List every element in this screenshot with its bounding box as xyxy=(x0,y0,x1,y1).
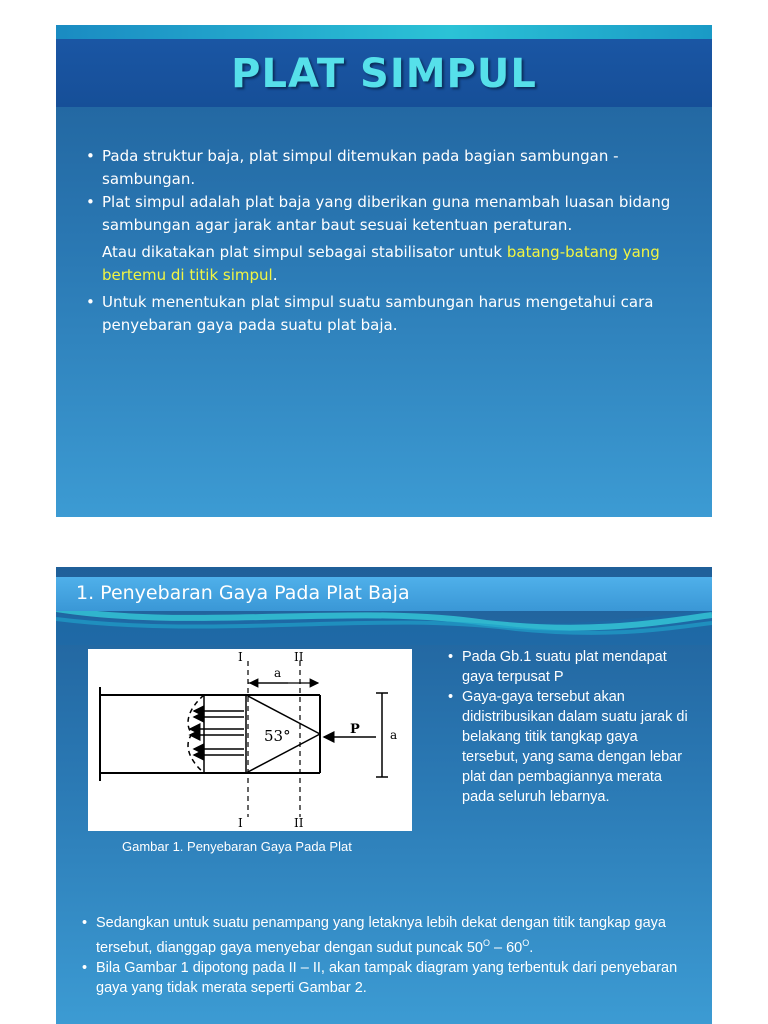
bullet-text: Sedangkan untuk suatu penampang yang letaknya lebih dekat dengan titik tangkap gaya tersebut, dianggap gaya menyebar dengan sudut puncak 50 xyxy=(96,915,666,956)
bullet-item xyxy=(86,191,686,237)
bullet-item xyxy=(82,913,692,958)
slide-plat-simpul xyxy=(56,25,712,517)
force-distribution-diagram xyxy=(88,649,412,831)
bullet-text-end: . xyxy=(529,939,534,956)
bullet-dot: • xyxy=(86,293,95,311)
label-force-P: P xyxy=(350,722,360,737)
bullet-item xyxy=(82,958,692,998)
label-section-I-bottom: I xyxy=(238,816,243,830)
bullet-text: Pada Gb.1 suatu plat mendapat gaya terpusat P xyxy=(462,649,667,685)
figure-caption: Gambar 1. Penyebaran Gaya Pada Plat xyxy=(122,839,352,854)
bullet-text: Untuk menentukan plat simpul suatu sambungan harus mengetahui cara penyebaran gaya pada suatu plat baja. xyxy=(102,293,654,334)
label-angle: 53° xyxy=(264,727,291,745)
bullet-text: Bila Gambar 1 dipotong pada II – II, akan tampak diagram yang terbentuk dari penyebaran gaya yang tidak merata seperti Gambar 2. xyxy=(96,959,678,996)
label-dimension-a-side: a xyxy=(390,728,398,742)
header-wave-decoration xyxy=(56,605,712,645)
degree-sup: O xyxy=(522,938,530,948)
label-dimension-a-top: a xyxy=(274,666,282,680)
bullet-text-mid: – 60 xyxy=(489,939,523,956)
paragraph-text: Atau dikatakan plat simpul sebagai stabilisator untuk xyxy=(102,243,507,261)
slide-title: 1. Penyebaran Gaya Pada Plat Baja xyxy=(76,582,410,604)
label-section-II-top: II xyxy=(294,650,304,664)
bullet-text: Plat simpul adalah plat baja yang diberikan guna menambah luasan bidang sambungan agar jarak antar baut sesuai ketentuan peraturan. xyxy=(102,193,671,234)
bullet-dot: • xyxy=(82,915,88,931)
bullet-item xyxy=(448,687,688,807)
bullet-dot: • xyxy=(86,193,95,211)
figure-gambar-1 xyxy=(88,649,412,831)
bullet-item xyxy=(86,145,686,191)
bullet-dot: • xyxy=(448,689,454,705)
label-section-I-top: I xyxy=(238,650,243,664)
bottom-bullet-list xyxy=(82,913,692,998)
slide-body xyxy=(86,145,686,337)
bullet-item xyxy=(86,291,686,337)
label-section-II-bottom: II xyxy=(294,816,304,830)
right-bullet-list xyxy=(448,647,688,807)
bullet-item xyxy=(448,647,688,687)
bullet-dot: • xyxy=(448,649,454,665)
highlighted-text: batang-batang yang bertemu di titik simpul xyxy=(102,243,660,284)
slide-title: PLAT SIMPUL xyxy=(231,51,537,97)
paragraph-end: . xyxy=(272,266,278,284)
bullet-text: Pada struktur baja, plat simpul ditemukan pada bagian sambungan - sambungan. xyxy=(102,147,619,188)
slide-penyebaran-gaya xyxy=(56,567,712,1024)
bullet-text: Gaya-gaya tersebut akan didistribusikan dalam suatu jarak di belakang titik tangkap gaya tersebut, yang sama dengan lebar plat dan pembagiannya merata pada seluruh lebarnya. xyxy=(462,689,688,805)
degree-sup: O xyxy=(482,938,490,948)
bullet-dot: • xyxy=(82,959,88,976)
paragraph xyxy=(86,241,686,287)
bullet-dot: • xyxy=(86,147,95,165)
